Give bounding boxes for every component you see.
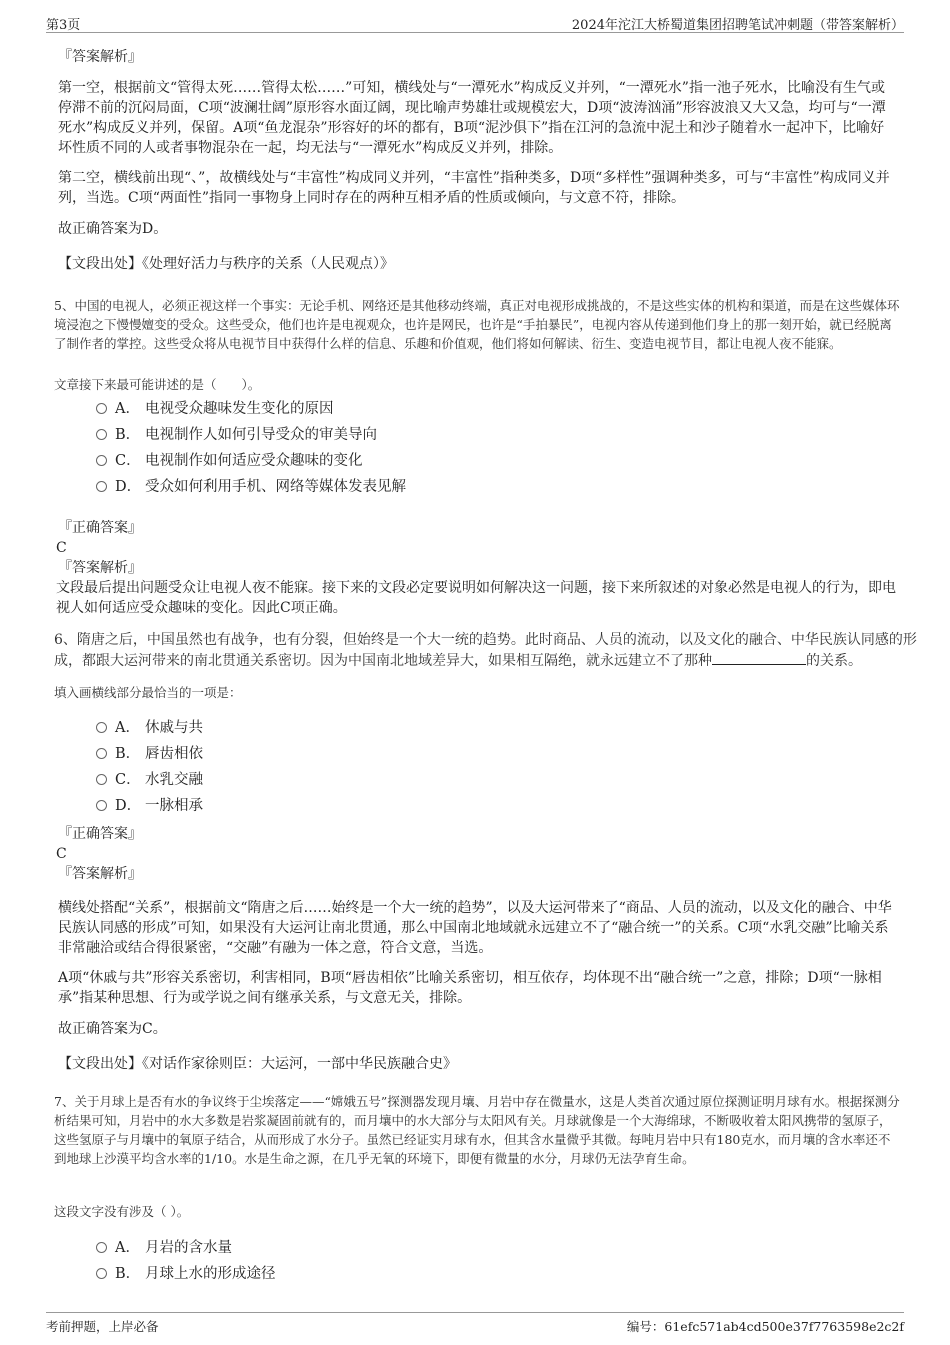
q5-correct-label: 『正确答案』: [58, 520, 142, 536]
q6-analysis-label: 『答案解析』: [58, 866, 142, 882]
q6-analysis-para2: A项“休戚与共”形容关系密切，利害相同，B项“唇齿相依”比喻关系密切，相互依存，均体现不出“融合统一”之意，排除；D项“一脉相承”指某种思想、行为或学说之间有继承关系，与文意无关，排除。: [58, 970, 882, 1006]
footer-slogan: 考前押题，上岸必备: [46, 1319, 159, 1334]
q7-option-b[interactable]: B． 月球上水的形成途径: [96, 1263, 276, 1285]
q6-question: 填入画横线部分最恰当的一项是：: [54, 685, 242, 700]
q6-analysis-para1: 横线处搭配“关系”，根据前文“隋唐之后……始终是一个大一统的趋势”，以及大运河带来了“商品、人员的流动，以及文化的融合、中华民族认同感的形成”可知，如果没有大运河让南北贯通，那么中国南北地域就永远建立不了“融合统一”的关系。C项“水乳交融”比喻关系非常融洽或结合得很紧密，“交融”有融为一体之意，符合文意，当选。: [58, 900, 892, 956]
page-header: [46, 12, 904, 33]
radio-icon[interactable]: [96, 429, 107, 440]
q5-analysis: 文段最后提出问题受众让电视人夜不能寐。接下来的文段必定要说明如何解决这一问题，接下来所叙述的对象必然是电视人的行为，即电视人如何适应受众趣味的变化。因此C项正确。: [56, 580, 896, 616]
fill-blank: [712, 651, 806, 665]
q6-option-c[interactable]: C． 水乳交融: [96, 769, 203, 791]
q6-option-a[interactable]: A． 休戚与共: [96, 717, 203, 739]
q5-option-d[interactable]: D． 受众如何利用手机、网络等媒体发表见解: [96, 476, 406, 498]
radio-icon[interactable]: [96, 800, 107, 811]
q7-question: 这段文字没有涉及（ ）。: [54, 1204, 190, 1219]
q6-source: 【文段出处】《对话作家徐则臣：大运河，一部中华民族融合史》: [58, 1056, 457, 1072]
page-footer: [46, 1312, 904, 1335]
radio-icon[interactable]: [96, 722, 107, 733]
q6-stem-line2: 成，都跟大运河带来的南北贯通关系密切。因为中国南北地域差异大，如果相互隔绝，就永远建立不了那种 的关系。: [54, 653, 862, 669]
q5-correct-answer: C: [56, 540, 67, 556]
radio-icon[interactable]: [96, 748, 107, 759]
q6-conclusion: 故正确答案为C。: [58, 1021, 167, 1037]
q5-option-b[interactable]: B． 电视制作人如何引导受众的审美导向: [96, 424, 377, 446]
radio-icon[interactable]: [96, 774, 107, 785]
q4-analysis-para2: 第二空，横线前出现“、”，故横线处与“丰富性”构成同义并列，“丰富性”指种类多，D项“多样性”强调种类多，可与“丰富性”构成同义并列，当选。C项“两面性”指同一事物身上同时存在的两种互相矛盾的性质或倾向，与文意不符，排除。: [58, 170, 890, 206]
radio-icon[interactable]: [96, 481, 107, 492]
q6-stem-line1: 6、隋唐之后，中国虽然也有战争，也有分裂，但始终是一个大一统的趋势。此时商品、人员的流动，以及文化的融合、中华民族认同感的形: [54, 632, 917, 648]
radio-icon[interactable]: [96, 1242, 107, 1253]
radio-icon[interactable]: [96, 455, 107, 466]
q4-conclusion: 故正确答案为D。: [58, 221, 168, 237]
q5-option-c[interactable]: C． 电视制作如何适应受众趣味的变化: [96, 450, 363, 472]
document-title: 2024年沱江大桥蜀道集团招聘笔试冲刺题（带答案解析）: [571, 18, 904, 33]
q5-question: 文章接下来最可能讲述的是（ ）。: [54, 377, 261, 392]
radio-icon[interactable]: [96, 403, 107, 414]
document-id: 编号：61efc571ab4cd500e37f7763598e2c2f: [626, 1319, 904, 1334]
q6-correct-label: 『正确答案』: [58, 826, 142, 842]
q7-option-a[interactable]: A． 月岩的含水量: [96, 1237, 232, 1259]
q5-analysis-label: 『答案解析』: [58, 560, 142, 576]
q6-correct-answer: C: [56, 846, 67, 862]
radio-icon[interactable]: [96, 1268, 107, 1279]
q5-stem: 5、中国的电视人，必须正视这样一个事实：无论手机、网络还是其他移动终端，真正对电视形成挑战的，不是这些实体的机构和渠道，而是在这些媒体环境浸泡之下慢慢嬗变的受众。这些受众，他们也许是电视观众，也许是网民，也许是“手拍暴民”，电视内容从传递到他们身上的那一刻开始，就已经脱离了制作者的掌控。这些受众将从电视节目中获得什么样的信息、乐趣和价值观，他们将如何解读、衍生、变造电视节目，都让电视人夜不能寐。: [54, 298, 900, 351]
q4-source: 【文段出处】《处理好活力与秩序的关系（人民观点）》: [58, 256, 394, 272]
q7-stem: 7、关于月球上是否有水的争议终于尘埃落定——“嫦娥五号”探测器发现月壤、月岩中存在微量水，这是人类首次通过原位探测证明月球有水。根据探测分析结果可知，月岩中的水大多数是岩浆凝固前就有的，而月壤中的水大部分与太阳风有关。月球就像是一个大海绵球，不断吸收着太阳风携带的氢原子，这些氢原子与月壤中的氧原子结合，从而形成了水分子。虽然已经证实月球有水，但其含水量微乎其微。每吨月岩中只有180克水，而月壤的含水率还不到地球上沙漠平均含水率的1/10。水是生命之源，在几乎无氧的环境下，即便有微量的水分，月球仍无法孕育生命。: [54, 1094, 900, 1166]
q4-analysis-para1: 第一空，根据前文“管得太死……管得太松……”可知，横线处与“一潭死水”构成反义并列，“一潭死水”指一池子死水，比喻没有生气或停滞不前的沉闷局面，C项“波澜壮阔”原形容水面辽阔，现比喻声势雄壮或规模宏大，D项“波涛汹涌”形容波浪又大又急，均可与“一潭死水”构成反义并列，保留。A项“鱼龙混杂”形容好的坏的都有，B项“泥沙俱下”指在江河的急流中泥土和沙子随着水一起冲下，比喻好坏性质不同的人或者事物混杂在一起，均无法与“一潭死水”构成反义并列，排除。: [58, 80, 886, 156]
q4-analysis-label: 『答案解析』: [58, 49, 142, 65]
q6-option-d[interactable]: D． 一脉相承: [96, 795, 203, 817]
q5-option-a[interactable]: A． 电视受众趣味发生变化的原因: [96, 398, 334, 420]
q6-option-b[interactable]: B． 唇齿相依: [96, 743, 203, 765]
page-number: 第3页: [46, 18, 81, 33]
